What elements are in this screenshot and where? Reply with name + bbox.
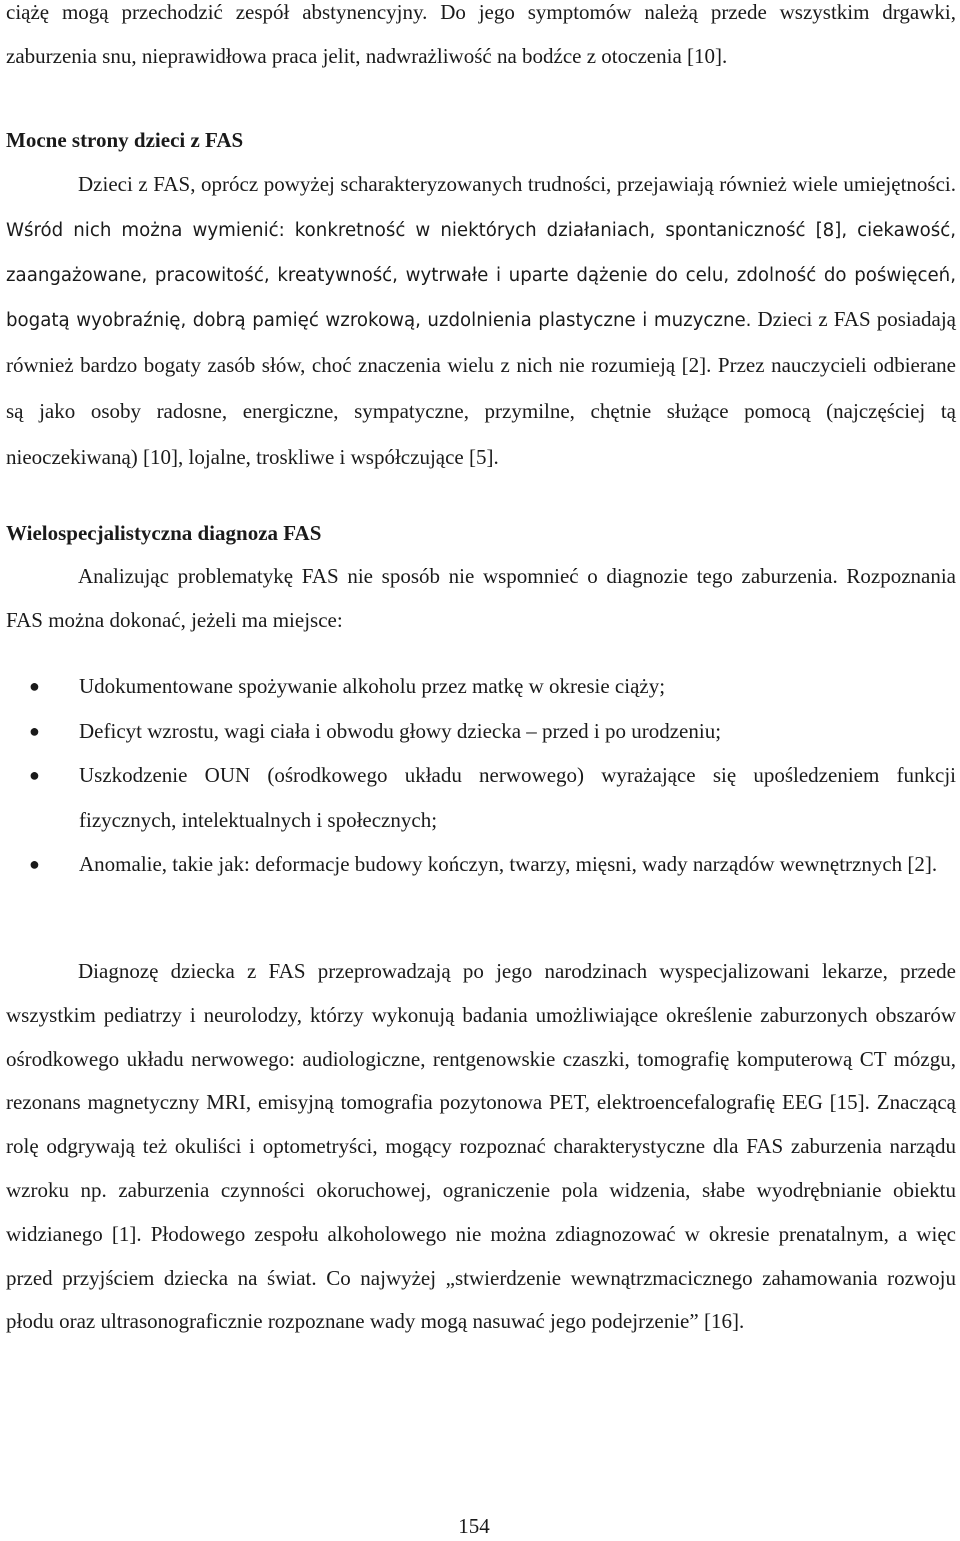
paragraph-strengths-part2: Wśród nich można wymienić: konkretność w niektórych działaniach, spontaniczność [8], ciekawość, zaangażowane, pracowitość, kreatywność, wytrwałe i uparte dążenie do celu, zdolność do poświęceń, bogatą wyobraźnię, dobrą pamięć wzrokową, uzdolnienia plastyczne i muzyczne. [6, 219, 956, 332]
list-item-text: Anomalie, takie jak: deformacje budowy kończyn, twarzy, mięsni, wady narządów wewnętrznych [2]. [79, 852, 938, 876]
paragraph-strengths [6, 163, 956, 482]
paragraph-strengths-part3: Dzieci z FAS posiadają również bardzo bogaty zasób słów, choć znaczenia wielu z nich nie rozumieją [2]. [6, 307, 957, 378]
list-item [6, 709, 956, 754]
bullet-icon: ● [29, 765, 40, 785]
paragraph-diagnosis-intro: Analizując problematykę FAS nie sposób nie wspomnieć o diagnozie tego zaburzenia. Rozpoznania FAS można dokonać, jeżeli ma miejsce: [6, 564, 956, 632]
heading-diagnosis: Wielospecjalistyczna diagnoza FAS [6, 521, 322, 545]
paragraph-strengths-part4: Przez nauczycieli odbierane są jako osoby radosne, energiczne, sympatyczne, przymilne, chętnie służące pomocą (najczęściej tą nieoczekiwaną) [10], lojalne, troskliwe i współczujące [5]. [6, 353, 956, 469]
bullet-icon: ● [29, 676, 40, 696]
paragraph-strengths-part1: Dzieci z FAS, oprócz powyżej scharakteryzowanych trudności, przejawiają również wiele umiejętności. [78, 172, 956, 196]
list-item-text: Udokumentowane spożywanie alkoholu przez matkę w okresie ciąży; [79, 674, 666, 698]
list-item [6, 842, 956, 887]
list-item [6, 753, 956, 842]
list-item-text: Deficyt wzrostu, wagi ciała i obwodu głowy dziecka – przed i po urodzeniu; [79, 718, 722, 743]
bullet-icon: ● [29, 720, 40, 741]
paragraph-intro: ciążę mogą przechodzić zespół abstynencyjny. Do jego symptomów należą przede wszystkim drgawki, zaburzenia snu, nieprawidłowa praca jelit, nadwrażliwość na bodźce z otoczenia [10]. [6, 0, 956, 68]
page-number: 154 [458, 1514, 490, 1538]
list-item [6, 664, 956, 709]
bullet-icon: ● [29, 854, 40, 874]
heading-strengths: Mocne strony dzieci z FAS [6, 128, 244, 152]
criteria-list [6, 664, 956, 887]
paragraph-diagnosis-details: Diagnozę dziecka z FAS przeprowadzają po jego narodzinach wyspecjalizowani lekarze, przede wszystkim pediatrzy i neurolodzy, którzy wykonują badania umożliwiające określenie zaburzonych obszarów ośrodkowego układu nerwowego: audiologiczne, rentgenowskie czaszki, tomografię komputerową CT mózgu, rezonans magnetyczny MRI, emisyjną tomografia pozytonowa PET, elektroencefalografię EEG [15]. Znaczącą rolę odgrywają też okuliści i optometryści, mogący rozpoznać charakterystyczne dla FAS zaburzenia narządu wzroku np. zaburzenia czynności okoruchowej, ograniczenie pola widzenia, słabe wyodrębnianie obiektu widzianego [1]. Płodowego zespołu alkoholowego nie można zdiagnozować w okresie prenatalnym, a więc przed przyjściem dziecka na świat. Co najwyżej „stwierdzenie wewnątrzmacicznego zahamowania rozwoju płodu oraz ultrasonograficznie rozpoznane wady mogą nasuwać jego podejrzenie” [16]. [6, 959, 956, 1334]
list-item-text: Uszkodzenie OUN (ośrodkowego układu nerwowego) wyrażające się upośledzeniem funkcji fizycznych, intelektualnych i społecznych; [79, 763, 956, 832]
